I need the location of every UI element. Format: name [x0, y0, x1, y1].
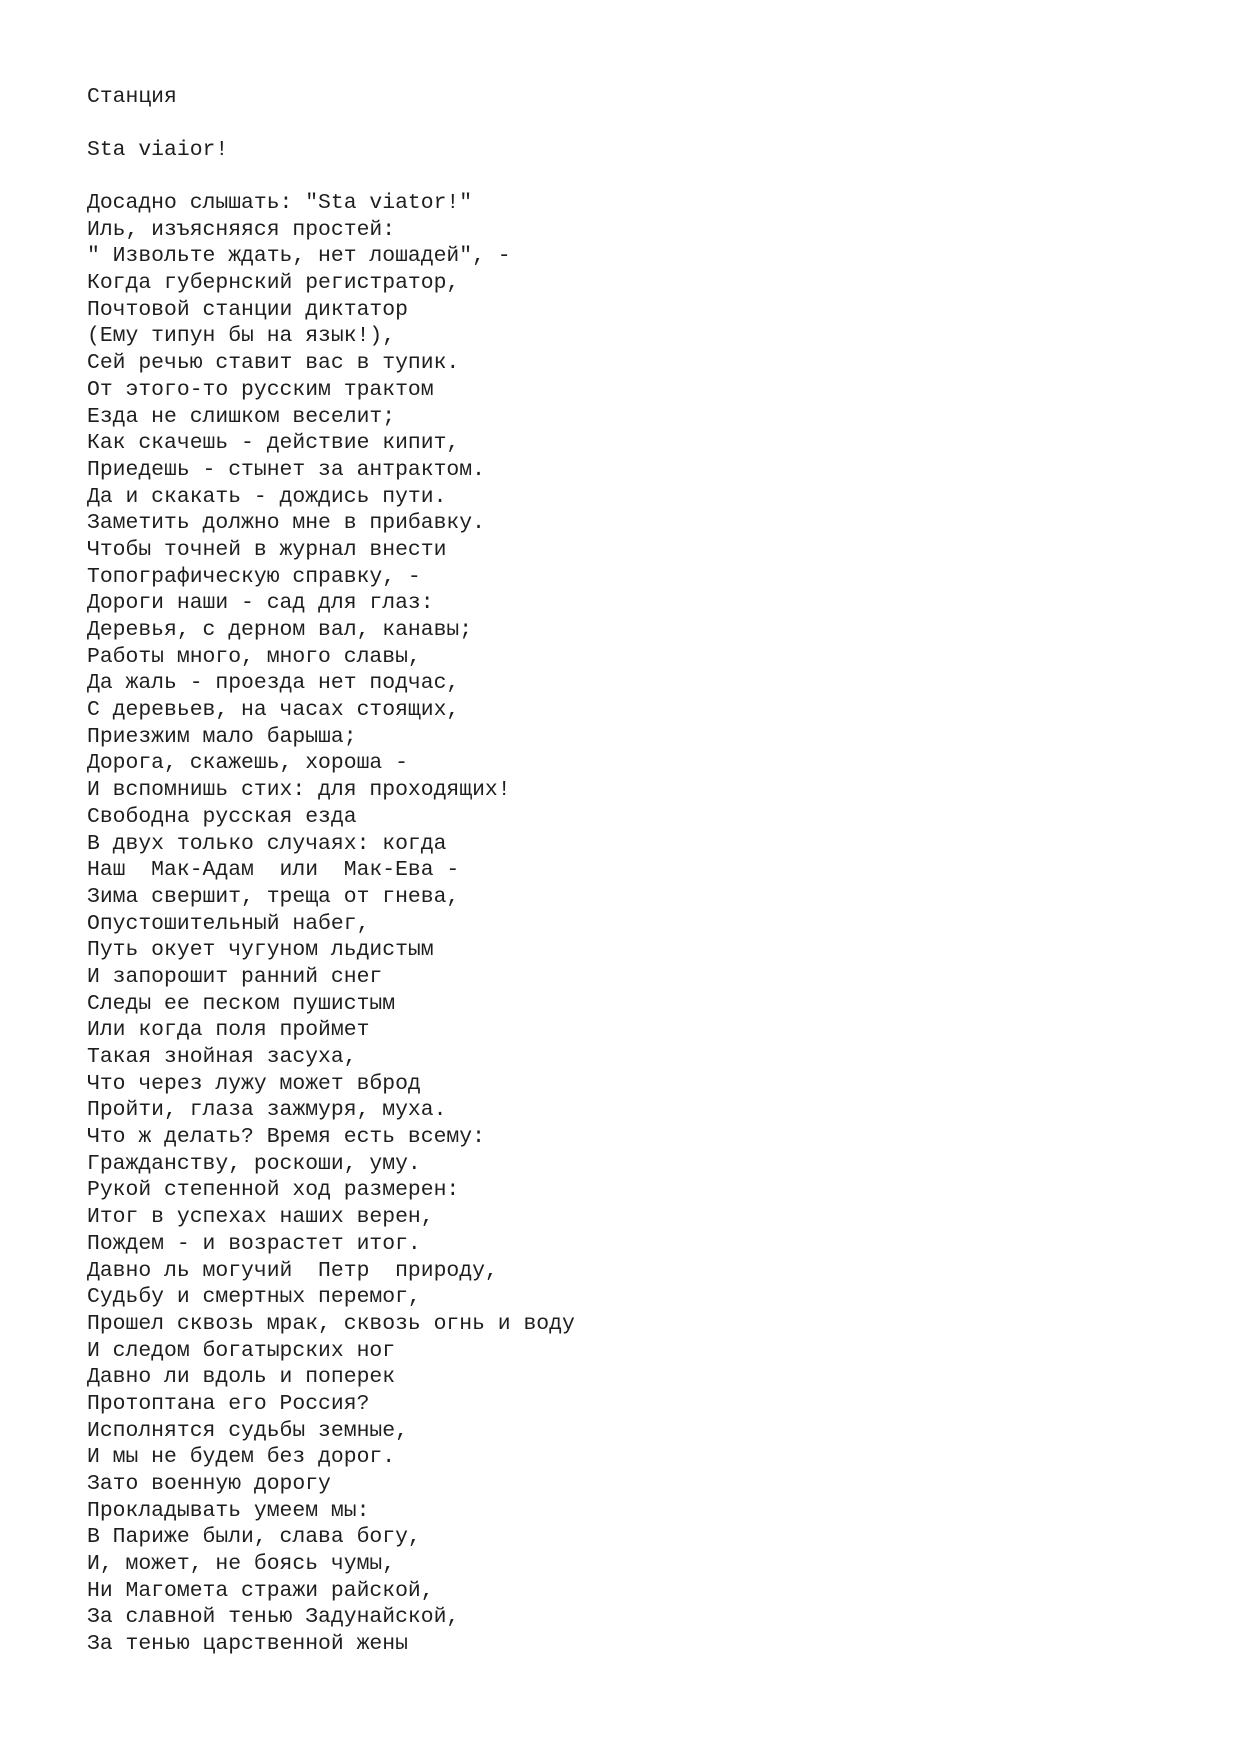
poem-line: Протоптана его Россия? — [87, 1391, 370, 1416]
poem-line: Пройти, глаза зажмуря, муха. — [87, 1098, 447, 1123]
poem-line: Иль, изъясняяся простей: — [87, 217, 396, 242]
poem-line: Досадно слышать: "Sta viator!" — [87, 191, 473, 215]
poem-line: Давно ль могучий Петр природу, — [87, 1258, 498, 1283]
poem-line: Чтобы точней в журнал внести — [87, 537, 447, 562]
poem-line: Дороги наши - сад для глаз: — [87, 591, 434, 616]
poem-line: Что через лужу может вброд — [87, 1071, 421, 1096]
poem-line: Да и скакать - дождись пути. — [87, 484, 447, 509]
poem-line: Заметить должно мне в прибавку. — [87, 511, 485, 536]
poem-line: Судьбу и смертных перемог, — [87, 1285, 421, 1310]
poem-line: С деревьев, на часах стоящих, — [87, 698, 460, 723]
poem-line: Почтовой станции диктатор — [87, 297, 408, 322]
poem-line: И мы не будем без дорог. — [87, 1445, 396, 1470]
poem-line: Исполнятся судьбы земные, — [87, 1418, 408, 1443]
poem-line: В двух только случаях: когда — [87, 831, 447, 856]
poem-title: Станция — [87, 85, 177, 109]
poem-line: Топографическую справку, - — [87, 564, 421, 589]
poem-line: Дорога, скажешь, хороша - — [87, 751, 408, 776]
poem-line: Путь окует чугуном льдистым — [87, 938, 434, 963]
poem-line: И вспомнишь стих: для проходящих! — [87, 778, 511, 803]
poem-line: Да жаль - проезда нет подчас, — [87, 671, 460, 696]
poem-line: Деревья, с дерном вал, канавы; — [87, 618, 473, 642]
poem-line: В Париже были, слава богу, — [87, 1525, 421, 1550]
poem-line: Свободна русская езда — [87, 804, 357, 829]
poem-line: За тенью царственной жены — [87, 1632, 408, 1657]
poem-line: Наш Мак-Адам или Мак-Ева - — [87, 858, 460, 883]
poem-line: И, может, не боясь чумы, — [87, 1552, 396, 1577]
poem-line: Такая знойная засуха, — [87, 1045, 357, 1069]
poem-line: Как скачешь - действие кипит, — [87, 431, 460, 456]
poem-line: И запорошит ранний снег — [87, 964, 383, 989]
poem-body — [87, 190, 575, 1658]
poem-line: От этого-то русским трактом — [87, 377, 434, 402]
poem-line: Или когда поля проймет — [87, 1018, 370, 1043]
poem-line: Когда губернский регистратор, — [87, 271, 460, 296]
poem-line: Итог в успехах наших верен, — [87, 1205, 434, 1230]
poem-line: (Ему типун бы на язык!), — [87, 324, 396, 349]
poem-line: Рукой степенной ход размерен: — [87, 1178, 460, 1203]
poem-line: Опустошительный набег, — [87, 911, 370, 936]
poem-line: Приезжим мало барыша; — [87, 724, 357, 749]
poem-line: Сей речью ставит вас в тупик. — [87, 351, 460, 376]
poem-line: И следом богатырских ног — [87, 1338, 396, 1363]
poem-line: " Извольте ждать, нет лошадей", - — [87, 244, 511, 269]
poem-epigraph: Sta viaior! — [87, 138, 229, 162]
poem-line: Пождем - и возрастет итог. — [87, 1231, 421, 1256]
poem-line: Езда не слишком веселит; — [87, 404, 396, 429]
poem-line: Зато военную дорогу — [87, 1472, 331, 1496]
poem-line: Зима свершит, треща от гнева, — [87, 884, 460, 909]
poem-line: Прокладывать умеем мы: — [87, 1498, 370, 1523]
poem-line: Что ж делать? Время есть всему: — [87, 1125, 485, 1150]
poem-line: Давно ли вдоль и поперек — [87, 1365, 396, 1390]
poem-line: Следы ее песком пушистым — [87, 991, 396, 1016]
poem-line: Ни Магомета стражи райской, — [87, 1578, 434, 1603]
poem-line: За славной тенью Задунайской, — [87, 1605, 460, 1630]
poem-line: Приедешь - стынет за антрактом. — [87, 457, 485, 482]
poem-line: Работы много, много славы, — [87, 644, 421, 669]
poem-line: Прошел сквозь мрак, сквозь огнь и воду — [87, 1311, 575, 1336]
poem-line: Гражданству, роскоши, уму. — [87, 1151, 421, 1176]
